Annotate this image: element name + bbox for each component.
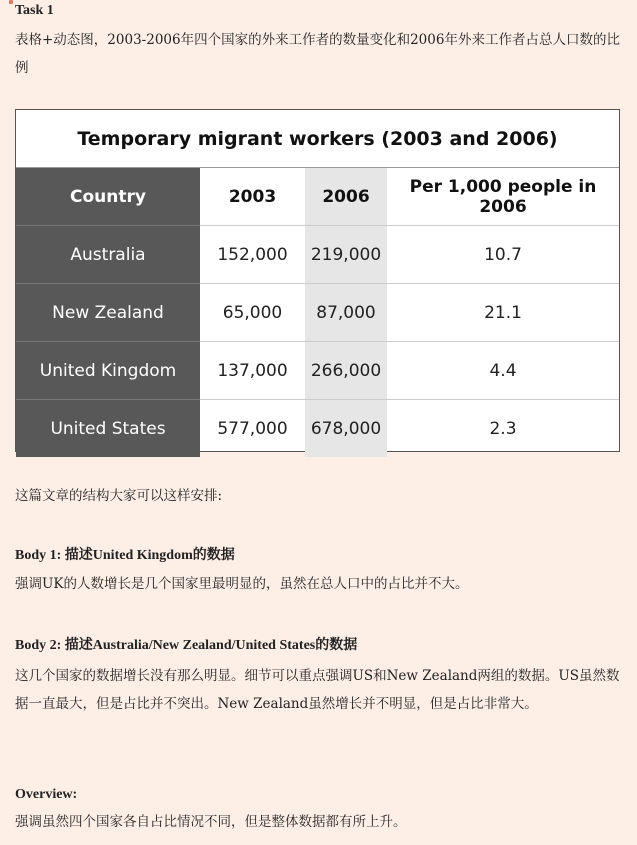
- overview-text: 强调虽然四个国家各自占比情况不同，但是整体数据都有所上升。: [15, 814, 407, 830]
- overview-heading: Overview:: [15, 787, 78, 802]
- cell-country: United Kingdom: [16, 342, 200, 400]
- cell-country: Australia: [16, 226, 200, 284]
- body1-heading: Body 1: 描述United Kingdom的数据: [15, 548, 235, 563]
- table-row: [16, 226, 619, 284]
- cell-per-1000: 2.3: [489, 418, 517, 439]
- table-row: [16, 284, 619, 342]
- cell-country: United States: [16, 400, 200, 458]
- cell-2006: 678,000: [305, 400, 387, 458]
- header-2003: 2003: [200, 168, 305, 226]
- table-grid: [16, 168, 619, 457]
- cell-2006: 219,000: [305, 226, 387, 284]
- cell-country: New Zealand: [16, 284, 200, 342]
- structure-note: 这篇文章的结构大家可以这样安排:: [15, 488, 223, 504]
- task-intro: 表格+动态图，2003-2006年四个国家的外来工作者的数量变化和2006年外来工作者占总人口数的比例: [15, 32, 620, 76]
- cell-2003: 137,000: [200, 342, 305, 400]
- cell-per-1000: 4.4: [387, 342, 619, 400]
- header-country: Country: [16, 168, 200, 226]
- body2-heading: Body 2: 描述Australia/New Zealand/United States的数据: [15, 638, 358, 653]
- cell-2003: 152,000: [200, 226, 305, 284]
- task-title: Task 1: [15, 3, 54, 18]
- header-per-1000: Per 1,000 people in 2006: [387, 168, 619, 226]
- cell-per-1000: 10.7: [387, 226, 619, 284]
- header-2006: 2006: [305, 168, 387, 226]
- body1-text: 强调UK的人数增长是几个国家里最明显的，虽然在总人口中的占比并不大。: [15, 576, 469, 592]
- table-row: [16, 342, 619, 400]
- cell-2003: 577,000: [217, 418, 288, 439]
- table-header-row: [16, 168, 619, 226]
- corner-marker: [9, 0, 13, 4]
- cell-per-1000: 21.1: [387, 284, 619, 342]
- body2-text: 这几个国家的数据增长没有那么明显。细节可以重点强调US和New Zealand两组的数据。US虽然数据一直最大，但是占比并不突出。New Zealand虽然增长并不明显，但是占比非常大。: [15, 668, 620, 712]
- table-title: Temporary migrant workers (2003 and 2006): [16, 110, 619, 168]
- cell-2003: 65,000: [200, 284, 305, 342]
- cell-2006: 87,000: [305, 284, 387, 342]
- cell-2006: 266,000: [305, 342, 387, 400]
- table-row: [16, 400, 619, 458]
- data-table: [15, 109, 620, 452]
